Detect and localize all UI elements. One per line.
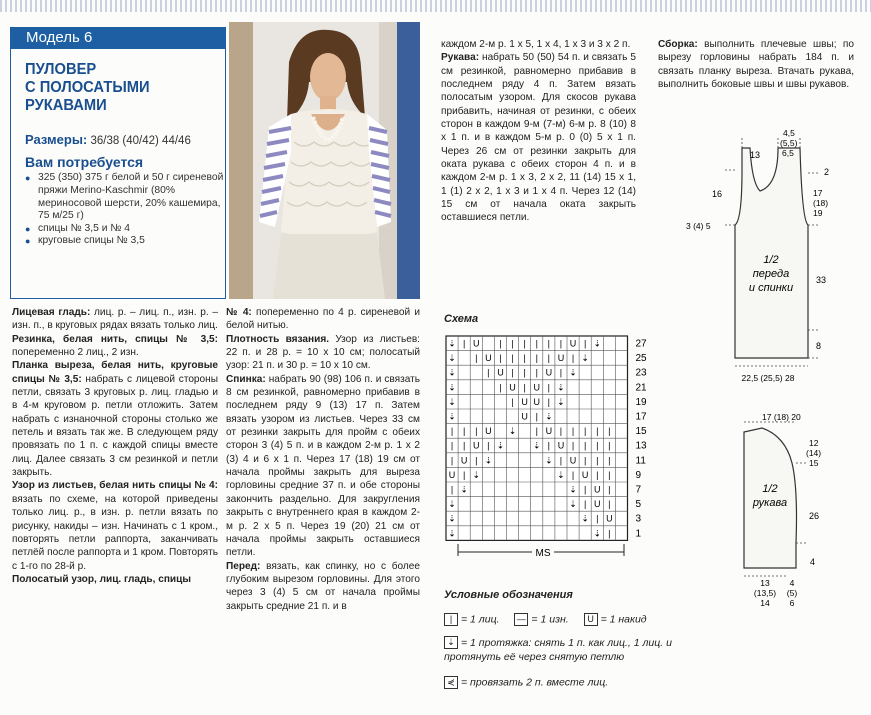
purl-symbol: — — [514, 613, 528, 626]
paragraph: Плотность вязания. Узор из листьев: 22 п. и 28 р. = 10 х 10 см; полосатый узор: 21 п. и 30 р. = 10 х 10 см. — [226, 333, 420, 372]
chart-row-number: 15 — [635, 426, 647, 438]
chart-cell-symbol: ⇣ — [448, 353, 456, 364]
material-item: ● 325 (350) 375 г белой и 50 г сиреневой пряжи Merino-Kaschmir (80% мериносовой шерсти, 20% кашемира, 75 м/25 г) — [25, 172, 225, 222]
model-number-band — [10, 27, 226, 49]
legend-knit: = 1 лиц. — [461, 613, 500, 626]
chart-cell-symbol: | — [450, 440, 454, 451]
chart-cell-symbol: | — [535, 367, 538, 378]
model-number: Модель 6 — [26, 29, 93, 46]
chart-cell-symbol: U — [497, 367, 504, 378]
sizes-value: 36/38 (40/42) 44/46 — [90, 135, 191, 147]
chart-cell-symbol: | — [487, 440, 490, 451]
sleeve-bottom-6: 6 — [789, 598, 795, 608]
chart-cell-symbol: ⇣ — [581, 513, 589, 524]
chart-cell-symbol: | — [608, 469, 611, 480]
top-border-dots — [0, 0, 871, 12]
chart-cell-symbol: ⇣ — [557, 382, 565, 393]
chart-cell-symbol: | — [450, 455, 454, 466]
chart-cell-symbol: | — [559, 426, 563, 437]
title-line-2: С ПОЛОСАТЫМИ — [25, 79, 150, 96]
chart-cell-symbol: ⇣ — [496, 440, 505, 451]
dim-right-4: 19 — [813, 208, 823, 218]
dim-neck-width: 13 — [749, 150, 761, 160]
chart-cell-symbol: | — [523, 382, 526, 393]
chart-cell-symbol: ⇣ — [472, 469, 481, 480]
chart-cell-symbol: | — [583, 455, 587, 466]
chart-cell-symbol: | — [596, 440, 599, 451]
chart-cell-symbol: ⇣ — [448, 499, 456, 510]
chart-cell-symbol: ⇣ — [448, 338, 456, 349]
legend-k2tog: = провязать 2 п. вместе лиц. — [461, 676, 609, 689]
chart-cell-symbol: | — [547, 353, 551, 364]
chart-cell-symbol: U — [485, 426, 492, 437]
body-label-1: 1/2 — [763, 254, 779, 266]
knit-symbol: | — [444, 613, 458, 626]
chart-cell-symbol: U — [557, 440, 565, 451]
chart-row-number: 5 — [635, 499, 642, 511]
chart-cell-symbol: ⇣ — [557, 469, 565, 480]
body-label-2: переда — [752, 268, 790, 280]
chart-cell-symbol: | — [583, 484, 587, 495]
chart-cell-symbol: ⇣ — [448, 513, 456, 524]
dim-left-2: 3 (4) 5 — [686, 221, 711, 231]
chart-cell-symbol: | — [583, 426, 587, 437]
chart-cell-symbol: | — [511, 396, 514, 407]
sleeve-bottom-3: 14 — [760, 598, 770, 608]
title-line-1: ПУЛОВЕР — [25, 61, 97, 78]
dim-right-6: 8 — [816, 341, 822, 351]
sleeve-dim-2: (14) — [806, 448, 822, 458]
paragraph: Узор из листьев, белая нить спицы № 4: вязать по схеме, на которой приведены только лиц. р., в изн. р. петли вязать по рисунку, накиды – изн. Начинать с 1 кром., повторять петли раппорта, заканчивать петлёй после раппорта и 1 кром. Повторять с 1-го по 28-й р. — [12, 480, 218, 572]
chart-cell-symbol: | — [547, 382, 551, 393]
paragraph: Перед: вязать, как спинку, но с более глубоким вырезом горловины. Для этого через 3 (4) 5 см от начала проймы закрыть средние 21 п. и в — [226, 560, 420, 612]
chart-cell-symbol: | — [608, 426, 611, 437]
chart-cell-symbol: ⇣ — [569, 367, 577, 378]
chart-cell-symbol: ⇣ — [448, 367, 456, 378]
chart-cell-symbol: | — [499, 353, 502, 364]
knitting-chart — [440, 330, 660, 564]
chart-cell-symbol: | — [450, 426, 454, 437]
materials-list — [25, 172, 225, 248]
chart-cell-symbol: ⇣ — [545, 455, 553, 466]
chart-cell-symbol: | — [475, 426, 478, 437]
chart-cell-symbol: U — [545, 426, 553, 437]
chart-cell-symbol: U — [509, 382, 516, 393]
chart-cell-symbol: U — [606, 513, 613, 524]
chart-cell-symbol: | — [547, 440, 551, 451]
chart-row-number: 9 — [635, 469, 642, 481]
chart-cell-symbol: ⇣ — [593, 528, 602, 539]
instructions-column-3 — [441, 38, 636, 225]
chart-cell-symbol: ⇣ — [448, 528, 456, 539]
dim-shoulder-1: 4,5 — [783, 128, 795, 138]
chart-cell-symbol: | — [499, 382, 502, 393]
chart-cell-symbol: ⇣ — [569, 484, 577, 495]
paragraph: каждом 2-м р. 1 х 5, 1 х 4, 1 х 3 и 3 х 2 п. — [441, 39, 631, 50]
chart-row-number: 1 — [635, 528, 642, 540]
photo-illustration — [229, 22, 420, 299]
chart-cell-symbol: | — [596, 455, 599, 466]
chart-cell-symbol: | — [608, 484, 611, 495]
assembly-text — [658, 38, 854, 91]
title-line-3: РУКАВАМИ — [25, 97, 107, 114]
chart-cell-symbol: | — [608, 499, 611, 510]
legend-title: Условные обозначения — [444, 589, 573, 601]
chart-cell-symbol: | — [596, 426, 599, 437]
chart-cell-symbol: | — [475, 455, 478, 466]
yarn-over-symbol: U — [584, 613, 598, 626]
chart-cell-symbol: | — [571, 426, 575, 437]
chart-cell-symbol: | — [559, 338, 563, 349]
chart-cell-symbol: | — [487, 367, 490, 378]
chart-cell-symbol: | — [523, 338, 526, 349]
sleeve-bottom-2: (13,5) — [753, 588, 777, 598]
repeat-label: MS — [535, 548, 551, 559]
chart-row-number: 27 — [635, 338, 647, 350]
chart-cell-symbol: ⇣ — [581, 353, 589, 364]
chart-cell-symbol: | — [571, 353, 575, 364]
chart-cell-symbol: ⇣ — [448, 382, 456, 393]
sleeve-label-2: рукава — [752, 497, 788, 509]
legend-slip: = 1 протяжка: снять 1 п. как лиц., 1 лиц. и протянуть её через снятую петлю — [444, 637, 672, 663]
chart-grid — [446, 336, 628, 540]
chart-row-number: 23 — [635, 367, 647, 379]
material-item: ● спицы № 3,5 и № 4 — [25, 223, 225, 236]
chart-cell-symbol: U — [533, 382, 540, 393]
dim-right-3: (18) — [813, 198, 829, 208]
legend-purl: = 1 изн. — [531, 613, 569, 626]
sleeve-dim-1: 12 — [809, 438, 819, 448]
chart-cell-symbol: U — [569, 338, 577, 349]
chart-cell-symbol: U — [557, 353, 565, 364]
sizes — [25, 133, 225, 148]
chart-cell-symbol: | — [547, 396, 551, 407]
sleeve-pattern-schematic — [700, 408, 850, 618]
chart-cell-symbol: | — [475, 353, 478, 364]
chart-cell-symbol: | — [499, 338, 502, 349]
chart-cell-symbol: | — [596, 513, 599, 524]
chart-cell-symbol: | — [462, 426, 466, 437]
chart-cell-symbol: | — [596, 469, 599, 480]
chart-cell-symbol: ⇣ — [593, 338, 602, 349]
legend-yarn-over: = 1 накид — [600, 613, 647, 626]
chart-row-number: 21 — [635, 382, 647, 394]
sleeve-dim-4: 26 — [809, 511, 820, 521]
knit-two-together-symbol: ⋞ — [444, 676, 458, 689]
chart-cell-symbol: ⇣ — [545, 411, 553, 422]
chart-cell-symbol: | — [559, 455, 563, 466]
dim-bottom: 22,5 (25,5) 28 — [741, 373, 795, 383]
chart-cell-symbol: U — [460, 455, 468, 466]
chart-cell-symbol: | — [462, 469, 466, 480]
chart-cell-symbol: U — [569, 455, 577, 466]
chart-cell-symbol: U — [521, 396, 528, 407]
chart-cell-symbol: | — [450, 484, 454, 495]
chart-cell-symbol: | — [559, 367, 563, 378]
chart-cell-symbol: | — [571, 469, 575, 480]
slip-decrease-symbol: ⇣ — [444, 636, 458, 649]
chart-cell-symbol: | — [547, 338, 551, 349]
sizes-label: Размеры: — [25, 132, 88, 147]
chart-cell-symbol: ⇣ — [532, 440, 541, 451]
materials-title: Вам потребуется — [25, 154, 144, 171]
sleeve-top: 17 (18) 20 — [762, 412, 801, 422]
instructions-column-2 — [226, 306, 420, 613]
title-box — [10, 49, 226, 299]
paragraph: Спинка: набрать 90 (98) 106 п. и связать 8 см резинкой, равномерно прибавив в последнем ряду 9 (13) 17 п. Затем вязать узором из листьев. Через 33 см от резинки закрыть для пройм с обеих сторон 3 (4) 5 п. и в каждом 2-м р. 1 х 2 (3) 4 и 6 х 1 п. Через 17 (18) 19 см от начала проймы закрыть для выреза горловины средние 37 п. и обе стороны закончить раздельно. Для закругления закрыть с внутреннего края в каждом 2-м р. 2 х 5 п. Через 19 (20) 21 см от начала проймы закрыть оставшиеся петли. — [226, 373, 420, 559]
chart-cell-symbol: ⇣ — [508, 426, 517, 437]
paragraph: Полосатый узор, лиц. гладь, спицы — [12, 573, 191, 585]
chart-cell-symbol: | — [535, 338, 538, 349]
chart-cell-symbol: ⇣ — [460, 484, 468, 495]
paragraph: № 4: попеременно по 4 р. сиреневой и белой нитью. — [226, 307, 420, 332]
chart-cell-symbol: U — [581, 469, 589, 480]
body-label-3: и спинки — [748, 282, 794, 294]
sleeve-bottom-5: (5) — [786, 588, 798, 598]
chart-cell-symbol: | — [608, 455, 611, 466]
model-photo — [229, 22, 420, 299]
chart-cell-symbol: U — [545, 367, 553, 378]
chart-cell-symbol: ⇣ — [557, 396, 565, 407]
paragraph: Сборка: выполнить плечевые швы; по вырезу горловины набрать 184 п. и связать планку выреза. Втачать рукава, выполнить боковые швы и швы рукавов. — [658, 39, 854, 91]
chart-cell-symbol: ⇣ — [569, 499, 577, 510]
chart-row-number: 11 — [635, 455, 646, 467]
chart-cell-symbol: | — [583, 338, 587, 349]
sleeve-bottom-4: 4 — [789, 578, 795, 588]
sleeve-dim-3: 15 — [809, 458, 819, 468]
chart-row-number: 19 — [635, 396, 647, 408]
chart-cell-symbol: | — [511, 338, 514, 349]
chart-cell-symbol: | — [462, 338, 466, 349]
sleeve-label-1: 1/2 — [762, 483, 778, 495]
sleeve-bottom-1: 13 — [760, 578, 770, 588]
chart-cell-symbol: | — [535, 411, 538, 422]
body-outline — [735, 148, 808, 358]
chart-cell-symbol: | — [511, 367, 514, 378]
chart-cell-symbol: | — [608, 440, 611, 451]
paragraph: Планка выреза, белая нить, круговые спицы № 3,5: набрать с лицевой стороны петли, связать 3 круговых р. лиц. гладью и в 4-м круговом р. петли отложить. Затем набрать с изнаночной стороны столько же петель и вязать так же. В следующем ряду провязать по 1 п. с каждой спицы вместе лиц. Далее связать 3 см резинкой и петли закрыть. — [12, 360, 218, 479]
chart-cell-symbol: | — [535, 426, 538, 437]
chart-cell-symbol: | — [523, 353, 526, 364]
chart-row-number: 13 — [635, 440, 647, 452]
dim-shoulder-2: (5,5) — [780, 138, 798, 148]
chart-cell-symbol: | — [535, 353, 538, 364]
material-item: ● круговые спицы № 3,5 — [25, 235, 225, 248]
chart-cell-symbol: U — [594, 499, 601, 510]
body-pattern-schematic — [680, 125, 850, 390]
sleeve-dim-5: 4 — [810, 557, 816, 567]
paragraph: Резинка, белая нить, спицы № 3,5: попеременно 2 лиц., 2 изн. — [12, 333, 218, 359]
chart-row-number: 17 — [635, 411, 647, 423]
chart-row-numbers — [636, 339, 648, 540]
paragraph: Лицевая гладь: лиц. р. – лиц. п., изн. р. – изн. п., в круговых рядах вязать только лиц. — [12, 307, 218, 332]
chart-cell-symbol: | — [511, 353, 514, 364]
chart-cell-symbol: | — [583, 499, 587, 510]
chart-cell-symbol: U — [448, 469, 456, 480]
chart-cell-symbol: U — [594, 484, 601, 495]
dim-left-1: 16 — [712, 189, 723, 199]
chart-cell-symbol: ⇣ — [448, 396, 456, 407]
legend-row-2 — [444, 636, 724, 664]
dim-shoulder-3: 6,5 — [782, 148, 794, 158]
chart-cell-symbol: U — [473, 338, 480, 349]
chart-cell-symbol: | — [462, 440, 466, 451]
instructions-column-1 — [12, 306, 218, 586]
dim-right-2: 17 — [813, 188, 823, 198]
legend-row-3 — [444, 676, 724, 689]
paragraph: Рукава: набрать 50 (50) 54 п. и связать 5 см резинкой, равномерно прибавив в последнем ряду 4 п. Затем вязать полосатым узором. Для скосов рукава прибавить, начиная от резинки, с обеих сторон в каждом 9-м (7-м) 6-м р. 8 (10) 8 х 1 п. и в каждом 5-м р. 0 (0) 5 х 1 п. Через 26 см от резинки закрыть для оката рукава с обеих сторон 4 п. и в каждом 2-м р. 1 х 3, 2 х 2, 11 (14) 15 х 1, 1 (1) 2 х 2, 1 х 3 и 1 х 4 п. Через 12 (14) 15 см от начала оката закрыть оставшиеся петли. — [441, 52, 636, 224]
chart-cell-symbol: | — [571, 440, 575, 451]
chart-cell-symbol: U — [521, 411, 528, 422]
chart-row-number: 3 — [635, 513, 642, 525]
chart-cell-symbol: ⇣ — [484, 455, 493, 466]
dim-right-1: 2 — [824, 167, 830, 177]
chart-row-number: 7 — [635, 484, 642, 496]
legend-row-1 — [444, 613, 744, 626]
chart-cell-symbol: ⇣ — [448, 411, 456, 422]
dim-right-5: 33 — [816, 275, 827, 285]
chart-cell-symbol: | — [583, 440, 587, 451]
chart-row-number: 25 — [635, 353, 647, 365]
chart-cell-symbol: U — [485, 353, 492, 364]
scheme-label: Схема — [444, 313, 479, 325]
chart-cell-symbol: | — [608, 528, 611, 539]
chart-cell-symbol: | — [523, 367, 526, 378]
chart-cell-symbol: U — [533, 396, 540, 407]
chart-cell-symbol: U — [473, 440, 480, 451]
